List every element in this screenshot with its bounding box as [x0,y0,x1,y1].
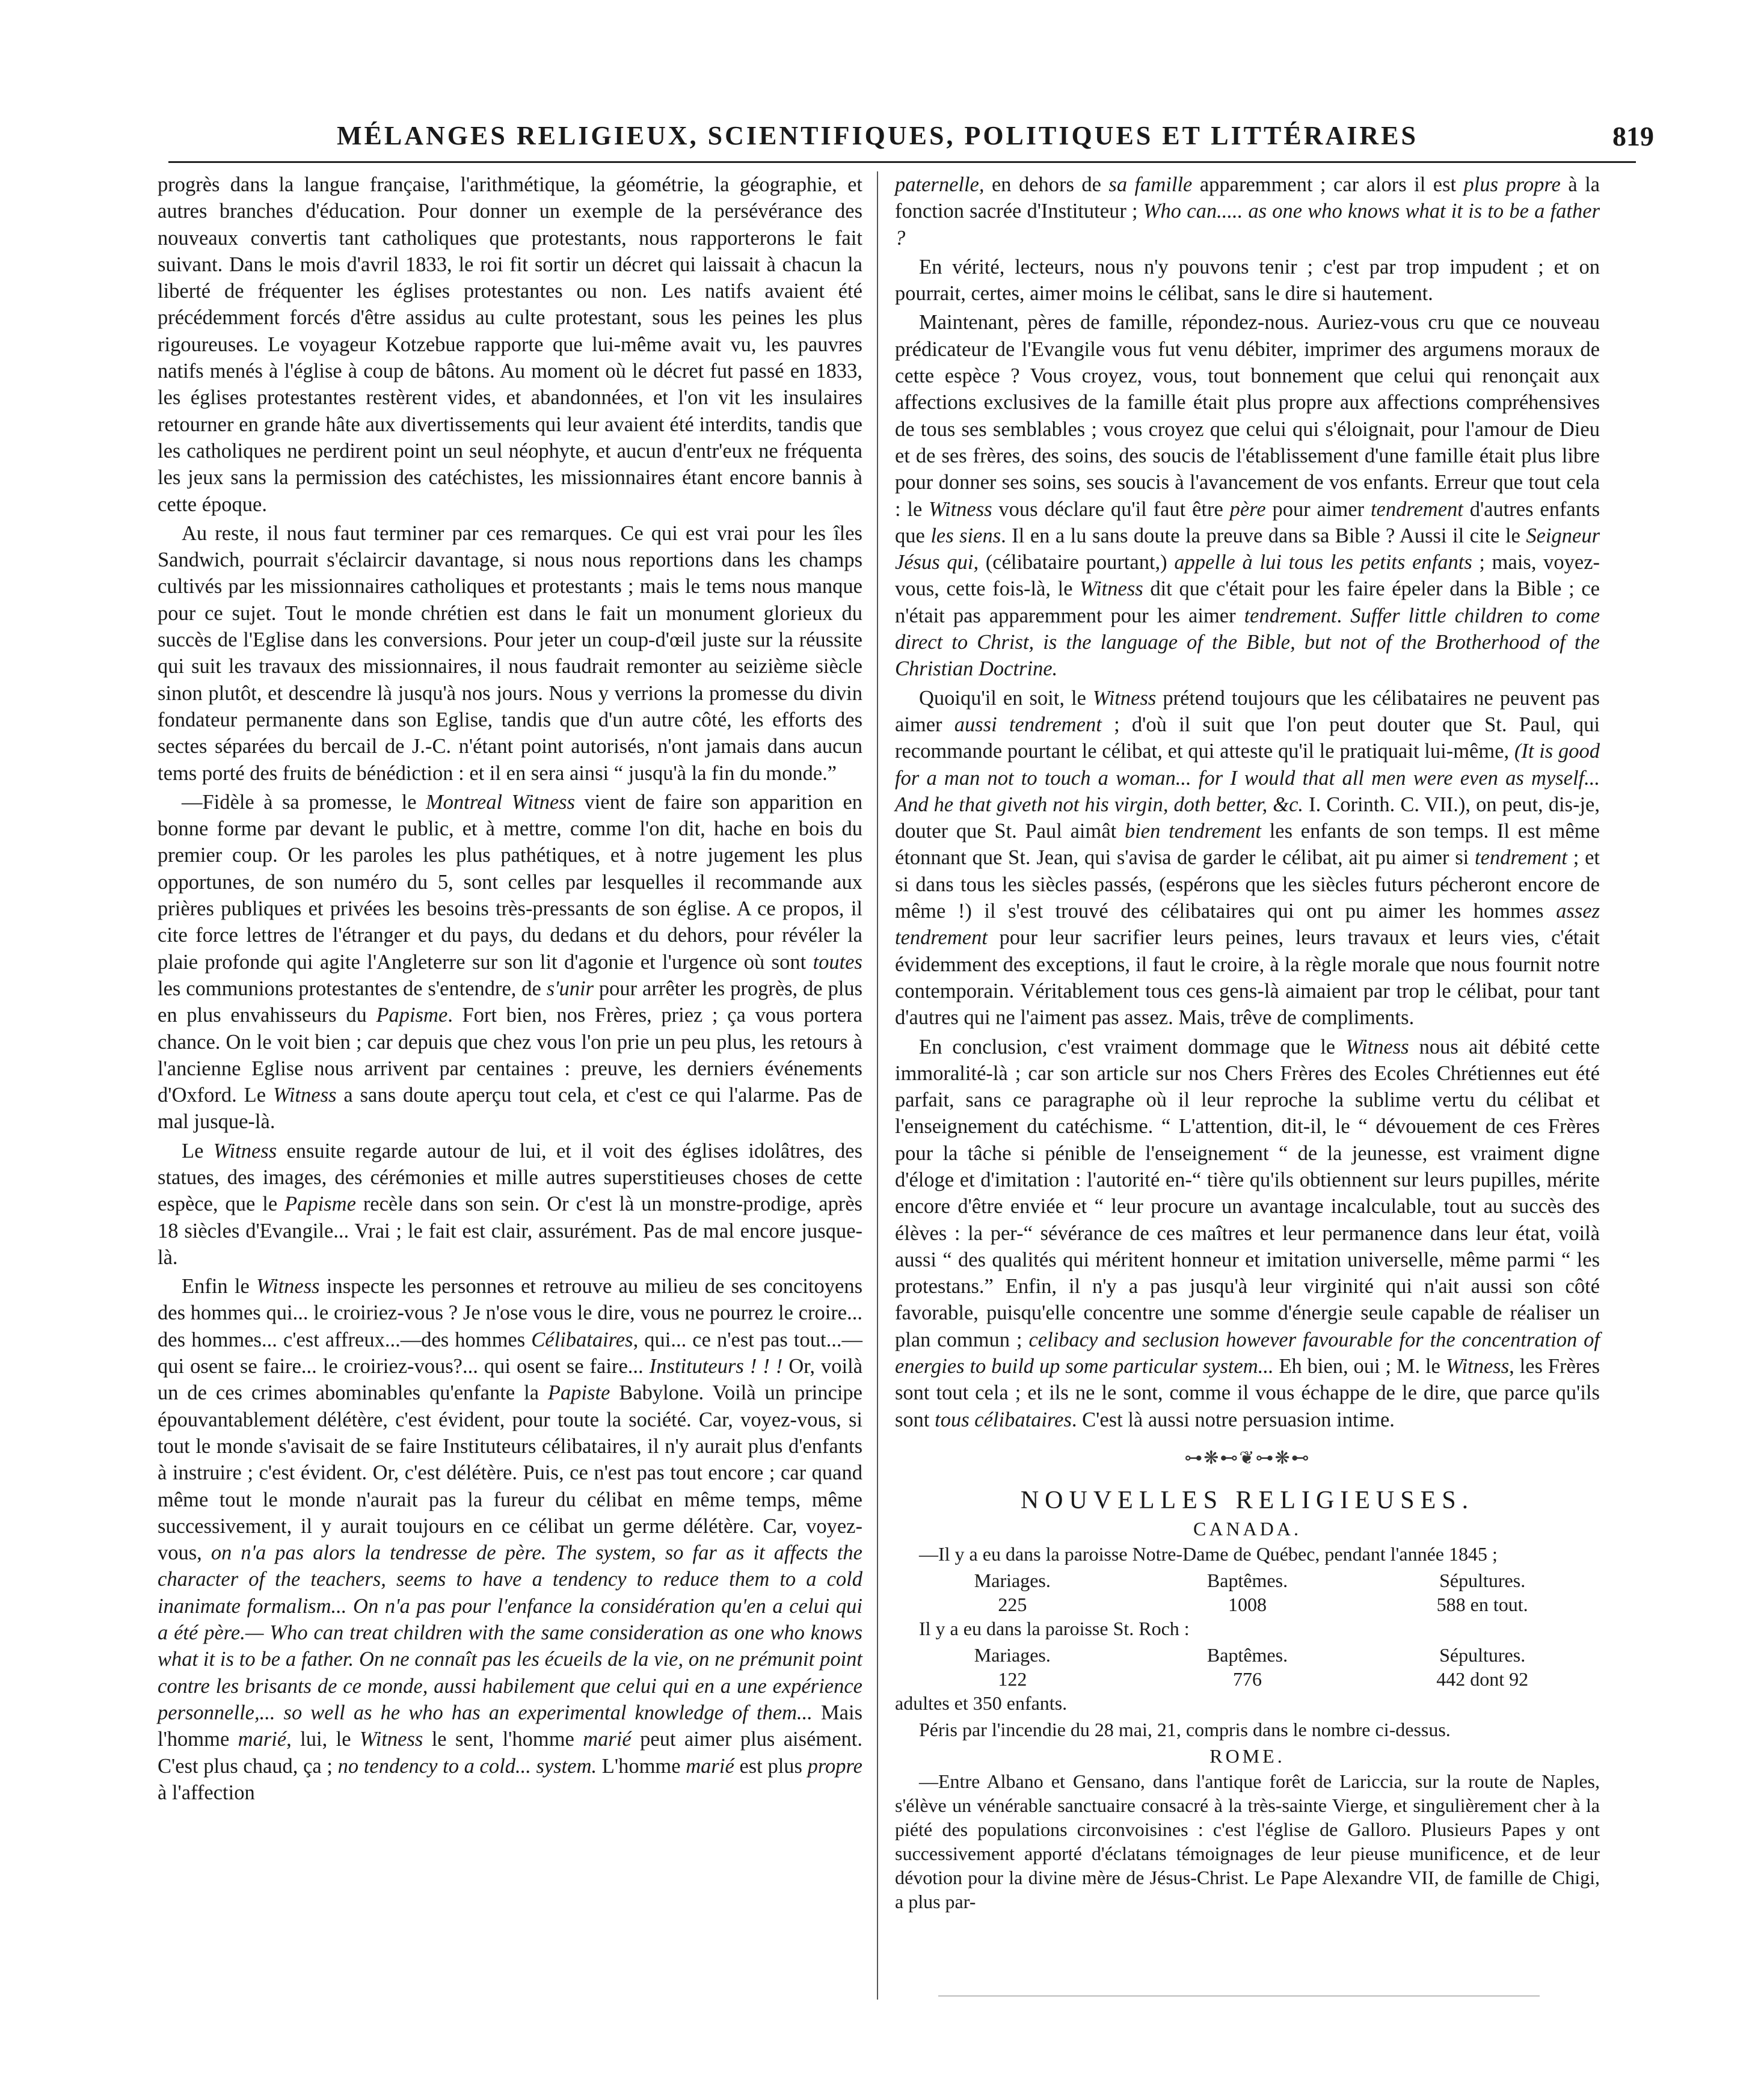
paragraph: Quoiqu'il en soit, le Witness prétend toujours que les célibataires ne peuvent pas aimer aussi tendrement ; d'où il suit que l'on peut douter que St. Paul, qui recommande pourtant le célibat, et qui atteste qu'il le pratiquait lui-même, (It is good for a man not to touch a woman... for I would that all men were even as myself... And he that giveth not his virgin, doth better, &c. I. Corinth. C. VII.), on peut, dis-je, douter que St. Paul aimât bien tendrement les enfants de son temps. Il est même étonnant que St. Jean, qui s'avisa de garder le célibat, ait pu aimer si tendrement ; et si dans tous les siècles passés, (espérons que les siècles futurs pécheront encore de même !) il s'est trouvé des célibataires qui ont pu aimer les hommes assez tendrement pour leur sacrifier leurs peines, leurs travaux et leurs vies, c'était évidemment des exceptions, il faut le croire, à la règle morale que nous fournit notre contemporain. Véritablement tous ces gens-là aimaient par trop le célibat, pour tant d'autres qui ne l'aiment pas assez. Mais, trêve de compliments. [895,686,1600,1030]
paragraph: Maintenant, pères de famille, répondez-nous. Auriez-vous cru que ce nouveau prédicateur de l'Evangile vous fut venu débiter, imprimer des argumens moraux de cette espèce ? Vous croyez, vous, tout bonnement que celui qui renonçait aux affections exclusives de la famille était plus propre aux affections compréhensives de tous ses semblables ; vous croyez que celui qui s'éloignait, pour l'amour de Dieu et de ses frères, des soins, des soucis de l'établissement d'une famille était plus libre pour donner ses soins, ses soucis à l'avancement de vos enfants. Erreur que tout cela : le Witness vous déclare qu'il faut être père pour aimer tendrement d'autres enfants que les siens. Il en a lu sans doute la preuve dans sa Bible ? Aussi il cite le Seigneur Jésus qui, (célibataire pourtant,) appelle à lui tous les petits enfants ; mais, voyez-vous, cette fois-là, le Witness dit que c'était pour les faire épeler dans la Bible ; ce n'était pas apparemment pour les aimer tendrement. Suffer little children to come direct to Christ, is the language of the Bible, but not of the Brotherhood of the Christian Doctrine. [895,311,1600,681]
paragraph: Au reste, il nous faut terminer par ces remarques. Ce qui est vrai pour les îles Sandwich, pourrait s'éclaircir davantage, si nous nous reportions dans les champs cultivés par les missionnaires catholiques et protestants ; mais le tems nous manque pour ce sujet. Tout le monde chrétien est dans le fait un monument glorieux du succès de l'Eglise dans les conversions. Pour jeter un coup-d'œil juste sur la réussite qui suit les travaux des missionnaires, il nous faudrait remonter au seizième siècle sinon plutôt, et descendre là jusqu'à nos jours. Nous y verrions la promesse du divin fondateur permanente dans son Eglise, tandis que d'un autre côté, les efforts des sectes séparées du bercail de J.-C. n'étant point autorisés, n'ont jamais dans aucun tems porté des fruits de bénédiction : et il en sera ainsi “ jusqu'à la fin du monde.” [158,521,862,785]
stats-header: Baptêmes. [1206,1644,1288,1666]
stats-value: 225 [998,1593,1027,1615]
paragraph: progrès dans la langue française, l'arithmétique, la géométrie, la géographie, et autres branches d'éducation. Pour donner un exemple de la persévérance des nouveaux convertis tant catholiques que protestants, nous rapporterons le fait suivant. Dans le mois d'avril 1833, le roi fit sortir un décret qui laissait à chacun la liberté de fréquenter les églises protestantes ou non. Les natifs avaient été précédemment forcés d'être assidus au culte protestant, sous les peines les plus rigoureuses. Le voyageur Kotzebue rapporte que lui-même avait vu, les pauvres natifs menés à l'église à coup de bâtons. Au moment où le décret fut passé en 1833, les églises protestantes restèrent vides, et abandonnées, et l'on vit les insulaires retourner en grande hâte aux divertissements qui leur avaient été interdits, tandis que les catholiques ne perdirent point un seul néophyte, et aucun d'entr'eux ne fréquenta les jeux sans la permission des catéchistes, les missionnaires étant encore bannis à cette époque. [158,173,862,516]
canada-heading: CANADA. [1193,1517,1302,1540]
left-column [158,171,862,1808]
stats-header: Mariages. [974,1644,1051,1666]
header-rule [168,161,1636,163]
paragraph: En conclusion, c'est vraiment dommage que le Witness nous ait débité cette immoralité-là ; car son article sur nos Chers Frères des Ecoles Chrétiennes eut été parfait, sans ce paragraphe où il leur reproche la sublime vertu du célibat et l'enseignement du catéchisme. “ L'attention, dit-il, le “ dévouement de ces Frères pour la tâche si pénible de l'enseignement “ de la jeunesse, est vraiment digne d'éloge et d'imitation : l'autorité en-“ tière qu'ils obtiennent sur leurs pupilles, mérite encore d'être enviée et “ leur procure un avantage incalculable, tout au succès des élèves : la per-“ sévérance de ces maîtres et leur permanence dans leur état, voilà aussi “ des qualités qui méritent honneur et imitation universelle, même parmi “ les protestans.” Enfin, il n'y a pas jusqu'à leur virginité qui n'ait aussi son côté favorable, puisqu'elle concentre une somme d'énergie seule capable de réaliser un plan commun ; celibacy and seclusion however favourable for the concentration of energies to build up some particular system... Eh bien, oui ; M. le Witness, les Frères sont tout cela ; et ils ne le sont, comme il vous échappe de le dire, que parce qu'ils sont tous célibataires. C'est là aussi notre persuasion intime. [895,1035,1600,1431]
paragraph: Enfin le Witness inspecte les personnes et retrouve au milieu de ses concitoyens des hommes qui... le croiriez-vous ? Je n'ose vous le dire, vous ne pourrez le croire... des hommes... c'est affreux...—des hommes Célibataires, qui... ce n'est pas tout...—qui osent se faire... le croiriez-vous?... qui osent se faire... Instituteurs ! ! ! Or, voilà un de ces crimes abominables qu'enfante la Papiste Babylone. Voilà un principe épouvantablement délétère, c'est évident, pour toute la société. Car, voyez-vous, si tout le monde s'avisait de se faire Instituteurs célibataires, il n'y aurait plus d'enfants à instruire ; c'est évident. Or, c'est délétère. Puis, ce n'est pas tout encore ; car quand même tout le monde n'aurait pas la fureur du célibat en même temps, même successivement, il y aurait toujours en ce célibat un germe délétère. Car, voyez-vous, on n'a pas alors la tendresse de père. The system, so far as it affects the character of the teachers, seems to have a tendency to reduce them to a cold inanimate formalism... On n'a pas pour l'enfance la considération qu'en a celui qui a été père.— Who can treat children with the same consideration as one who knows what it is to be a father. On ne connaît pas les écueils de la vie, on ne prémunit point contre les brisants de ce monde, aussi habilement que celui qui en a une expérience personnelle,... so well as he who has an experimental knowledge of them... Mais l'homme marié, lui, le Witness le sent, l'homme marié peut aimer plus aisément. C'est plus chaud, ça ; no tendency to a cold... system. L'homme marié est plus propre à l'affection [158,1275,863,1804]
section-title: NOUVELLES RELIGIEUSES. [1020,1487,1475,1515]
page-header [337,120,1654,162]
page-number: 819 [1612,121,1654,152]
rome-heading: ROME. [1209,1745,1285,1767]
stats-value: 588 en tout. [1436,1593,1528,1615]
paragraph: —Fidèle à sa promesse, le Montreal Witness vient de faire son apparition en bonne forme par devant le public, et à mettre, comme l'on dit, hache en bois du premier coup. Or les paroles les plus pathétiques, et à notre jugement les plus opportunes, de son numéro du 5, sont celles par lesquelles il recommande aux prières publiques et privées les besoins très-pressants de son église. A ce propos, il cite force lettres de l'étranger et du pays, du dedans et du dehors, pour révéler la plaie profonde qui agite l'Angleterre sur son lit d'agonie et l'urgence où sont toutes les communions protestantes de s'entendre, de s'unir pour arrêter les progrès, de plus en plus envahisseurs du Papisme. Fort bien, nos Frères, priez ; ça vous portera chance. On le voit bien ; car depuis que chez vous l'on prie un peu plus, les retours à l'ancienne Eglise nous arrivent par centaines : preuve, les derniers événements d'Oxford. Le Witness a sans doute aperçu tout cela, et c'est ce qui l'alarme. Pas de mal jusque-là. [158,790,863,1134]
stats-header: Sépultures. [1439,1644,1526,1666]
bottom-rule [938,1995,1540,1997]
stats-header: Mariages. [974,1569,1051,1591]
stats-value: 1008 [1228,1593,1267,1615]
ornament-divider: ⊶❋⊷❦⊶❋⊷ [1184,1448,1311,1468]
running-title: MÉLANGES RELIGIEUX, SCIENTIFIQUES, POLITIQUES ET LITTÉRAIRES [337,121,1418,150]
paragraph: paternelle, en dehors de sa famille apparemment ; car alors il est plus propre à la fonction sacrée d'Instituteur ; Who can..... as one who knows what it is to be a father ? [895,173,1600,250]
paragraph: Le Witness ensuite regarde autour de lui, et il voit des églises idolâtres, des statues, des images, des cérémonies et mille autres superstitieuses choses de cette espèce, que le Papisme recèle dans son sein. Or c'est là un monstre-prodige, après 18 siècles d'Evangile... Vrai ; le fait est clair, assurément. Pas de mal encore jusque-là. [158,1139,862,1269]
stats-header: Baptêmes. [1206,1569,1288,1591]
news-paragraph: Il y a eu dans la paroisse St. Roch : [919,1617,1190,1639]
column-divider [877,171,878,2000]
stats-value: 442 dont 92 [1436,1668,1529,1690]
news-paragraph: —Entre Albano et Gensano, dans l'antique forêt de Lariccia, sur la route de Naples, s'élève un vénérable sanctuaire consacré à la très-sainte Vierge, et singulièrement cher à la piété des populations circonvoisines : c'est l'église de Galloro. Plusieurs Papes y ont successivement apporté d'éclatans témoignages de leur pieuse munificence, et de leur dévotion pour la divine mère de Jésus-Christ. Le Pape Alexandre VII, de famille de Chigi, a plus par- [895,1770,1600,1912]
news-paragraph: —Il y a eu dans la paroisse Notre-Dame de Québec, pendant l'année 1845 ; [919,1543,1498,1565]
stats-table-st-roch [895,1643,1600,1691]
stats-value: 776 [1232,1668,1262,1690]
right-column [895,171,1600,1916]
news-paragraph: adultes et 350 enfants. [895,1692,1068,1714]
news-section [895,1517,1600,1914]
stats-table-quebec [895,1568,1600,1616]
news-paragraph: Péris par l'incendie du 28 mai, 21, compris dans le nombre ci-dessus. [919,1718,1451,1740]
stats-header: Sépultures. [1439,1569,1526,1591]
stats-value: 122 [998,1668,1027,1690]
paragraph: En vérité, lecteurs, nous n'y pouvons tenir ; c'est par trop impudent ; et on pourrait, certes, aimer moins le célibat, sans le dire si hautement. [895,255,1600,305]
